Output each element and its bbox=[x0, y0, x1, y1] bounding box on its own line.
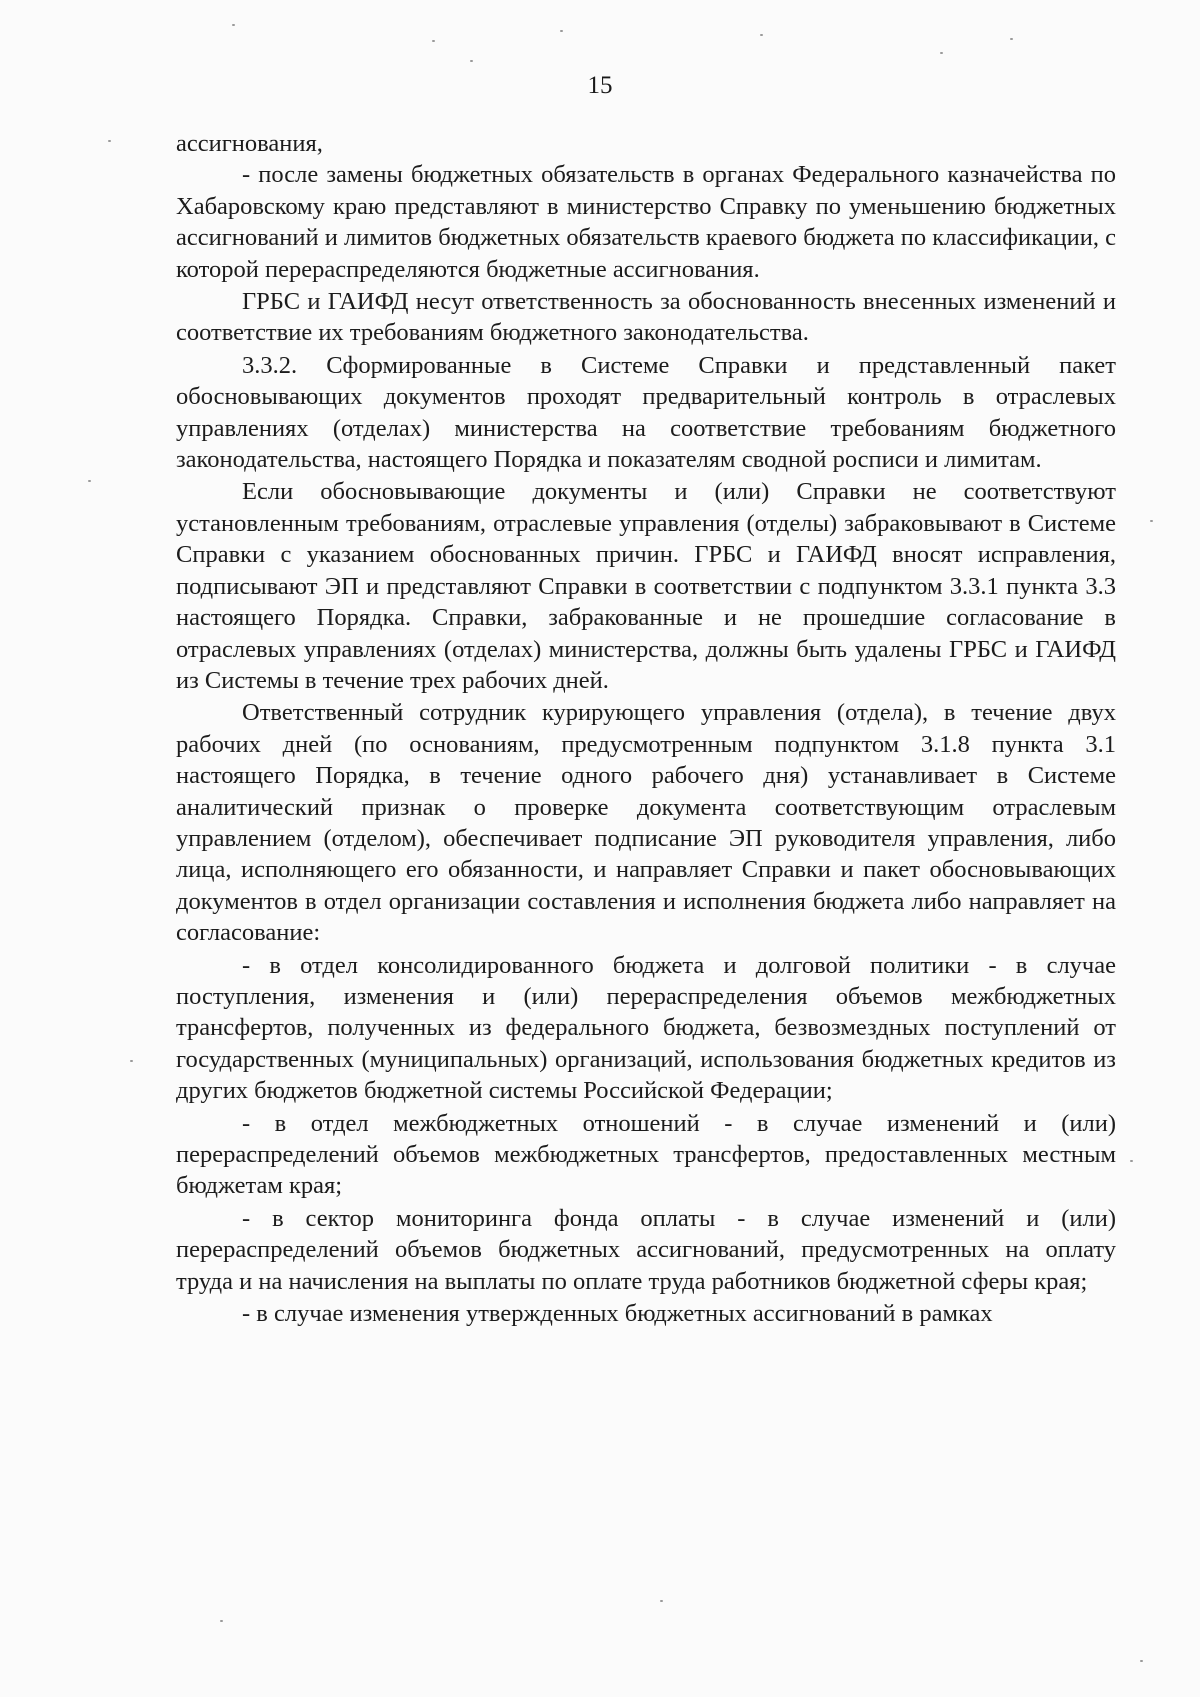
paragraph-rejection: Если обосновывающие документы и (или) Справки не соответствуют установленным требованиям, отраслевые управления (отделы) забраковывают в Системе Справки с указанием обоснованных причин. ГРБС и ГАИФД вносят исправления, подписывают ЭП и представляют Справки в соответствии с подпунктом 3.3.1 пункта 3.3 настоящего Порядка. Справки, забракованные и не прошедшие согласование в отраслевых управлениях (отделах) министерства, должны быть удалены ГРБС и ГАИФД из Системы в течение трех рабочих дней. bbox=[176, 478, 1116, 694]
scan-speck bbox=[1150, 520, 1153, 522]
scan-speck bbox=[470, 60, 473, 62]
paragraph-budget-obligations: - после замены бюджетных обязательств в органах Федерального казначейства по Хабаровскому краю представляют в министерство Справку по уменьшению бюджетных ассигнований и лимитов бюджетных обязательств краевого бюджета по классификации, с которой перераспределяются бюджетные ассигнования. bbox=[176, 161, 1116, 283]
paragraph-consolidated-budget-department: - в отдел консолидированного бюджета и долговой политики - в случае поступления, изменения и (или) перераспределения объемов межбюджетных трансфертов, полученных из федерального бюджета, безвозмездных поступлений от государственных (муниципальных) организаций, использования бюджетных кредитов из других бюджетов бюджетной системы Российской Федерации; bbox=[176, 951, 1116, 1105]
scan-speck bbox=[108, 140, 111, 142]
paragraph-responsibility: ГРБС и ГАИФД несут ответственность за обоснованность внесенных изменений и соответствие их требованиям бюджетного законодательства. bbox=[176, 288, 1116, 347]
scan-speck bbox=[1010, 38, 1013, 40]
scan-speck bbox=[432, 40, 435, 42]
scan-speck bbox=[1140, 1660, 1143, 1662]
scan-speck bbox=[760, 34, 763, 36]
paragraph-approved-allocations: - в случае изменения утвержденных бюджетных ассигнований в рамках bbox=[242, 1300, 993, 1328]
scan-speck bbox=[130, 1060, 133, 1062]
paragraph-interbudget-relations-department: - в отдел межбюджетных отношений - в случае изменений и (или) перераспределений объемов межбюджетных трансфертов, предоставленных местным бюджетам края; bbox=[176, 1109, 1116, 1200]
paragraph-3-3-2: 3.3.2. Сформированные в Системе Справки и представленный пакет обосновывающих документов проходят предварительный контроль в отраслевых управлениях (отделах) министерства на соответствие требованиям бюджетного законодательства, настоящего Порядка и показателям сводной росписи и лимитам. bbox=[176, 351, 1116, 474]
scan-speck bbox=[88, 480, 91, 482]
scan-speck bbox=[1130, 1160, 1133, 1162]
page-number: 15 bbox=[587, 72, 613, 99]
scan-speck bbox=[220, 1620, 223, 1622]
scan-speck bbox=[940, 52, 943, 54]
paragraph-payroll-monitoring-sector: - в сектор мониторинга фонда оплаты - в случае изменений и (или) перераспределений объемов бюджетных ассигнований, предусмотренных на оплату труда и на начисления на выплаты по оплате труда работников бюджетной сферы края; bbox=[176, 1204, 1116, 1295]
paragraph-continuation: ассигнования, bbox=[176, 130, 323, 157]
scan-speck bbox=[560, 30, 563, 32]
document-body bbox=[176, 128, 1116, 1329]
scan-speck bbox=[660, 1600, 663, 1602]
paragraph-responsible-employee: Ответственный сотрудник курирующего управления (отдела), в течение двух рабочих дней (по основаниям, предусмотренным подпунктом 3.1.8 пункта 3.1 настоящего Порядка, в течение одного рабочего дня) устанавливает в Системе аналитический признак о проверке документа соответствующим отраслевым управлением (отделом), обеспечивает подписание ЭП руководителя управления, либо лица, исполняющего его обязанности, и направляет Справки и пакет обосновывающих документов в отдел организации составления и исполнения бюджета либо направляет на согласование: bbox=[176, 699, 1116, 947]
scan-speck bbox=[232, 24, 235, 26]
